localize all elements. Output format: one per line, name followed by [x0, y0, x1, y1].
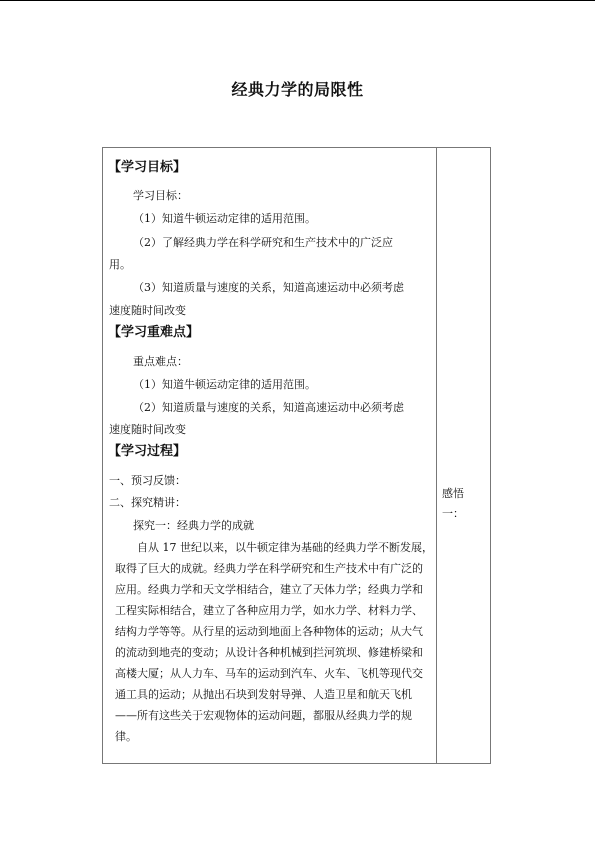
goals-lead: 学习目标： — [133, 189, 188, 202]
goals-item: （3）知道质量与速度的关系，知道高速运动中必须考虑 — [133, 281, 404, 294]
inquiry-paragraph: 自从 17 世纪以来，以牛顿定律为基础的经典力学不断发展，取得了巨大的成就。经典力学在科学研究和生产技术中有广泛的应用。经典力学和天文学相结合，建立了天体力学；经典力学和工程实际相结合，建立了各种应用力学，如水力学、材料力学、结构力学等等。从行星的运动到地面上各种物体的运动；从大气的流动到地壳的变动；从设计各种机械到拦河筑坝、修建桥梁和高楼大厦；从人力车、马车的运动到汽车、火车、飞机等现代交通工具的运动；从抛出石块到发射导弹、人造卫星和航天飞机——所有这些关于宏观物体的运动问题，都服从经典力学的规律。 — [115, 541, 433, 743]
goals-item: （2）了解经典力学在科学研究和生产技术中的广泛应 — [133, 236, 393, 249]
key-points-heading: 【学习重难点】 — [108, 325, 200, 340]
goals-heading: 【学习目标】 — [108, 160, 187, 175]
inquiry-title: 探究一：经典力学的成就 — [133, 519, 254, 532]
page-title: 经典力学的局限性 — [231, 80, 364, 99]
key-points-item: 速度随时间改变 — [109, 423, 186, 436]
reflection-cell — [437, 148, 491, 763]
key-points-item: （1）知道牛顿运动定律的适用范围。 — [133, 378, 316, 391]
process-heading: 【学习过程】 — [108, 444, 187, 459]
reflection-label: 感悟一： — [442, 487, 464, 520]
goals-item: 速度随时间改变 — [109, 304, 186, 317]
key-points-item: （2）知道质量与速度的关系，知道高速运动中必须考虑 — [133, 401, 404, 414]
key-points-lead: 重点难点： — [133, 355, 188, 368]
goals-item: （1）知道牛顿运动定律的适用范围。 — [133, 212, 316, 225]
top-rule — [0, 0, 595, 1]
process-step: 一、预习反馈： — [109, 474, 186, 487]
lesson-table — [102, 147, 491, 764]
process-step: 二、探究精讲： — [109, 496, 186, 509]
main-cell — [103, 148, 436, 763]
goals-item: 用。 — [109, 258, 131, 271]
